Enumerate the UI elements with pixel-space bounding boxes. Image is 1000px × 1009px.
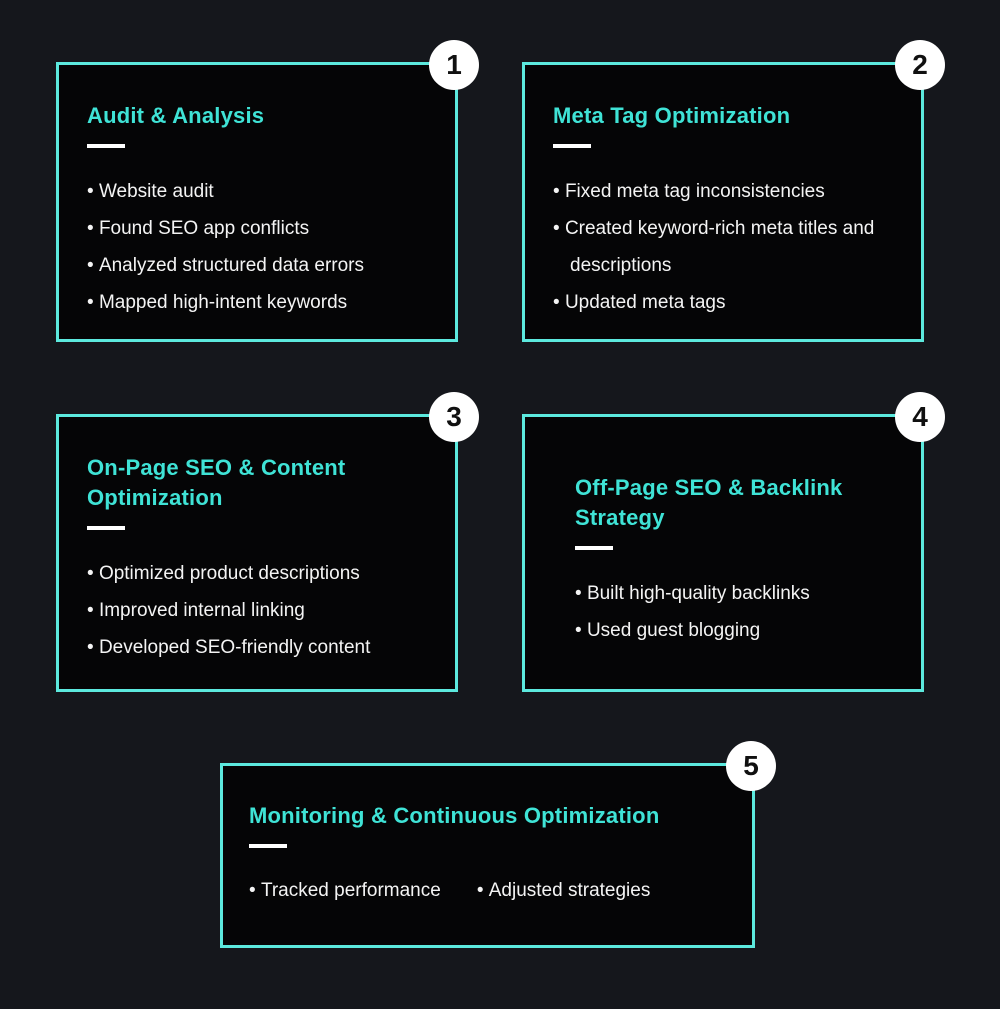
title-underline: [249, 844, 287, 848]
bullet-item: • Developed SEO-friendly content: [87, 629, 425, 666]
bullet-item: • Optimized product descriptions: [87, 555, 425, 592]
card-title: Monitoring & Continuous Optimization: [249, 803, 660, 828]
bullet-item: • Used guest blogging: [575, 612, 897, 649]
step-number-badge-3: [429, 392, 479, 442]
card-title: Meta Tag Optimization: [553, 103, 791, 128]
bullet-item: • Created keyword-rich meta titles and descriptions: [553, 210, 891, 284]
title-underline: [87, 526, 125, 530]
step-number: 5: [743, 750, 759, 781]
title-underline: [575, 546, 613, 550]
card-title: Off-Page SEO & Backlink Strategy: [575, 475, 843, 530]
step-number: 2: [912, 49, 928, 80]
bullet-item: • Website audit: [87, 173, 425, 210]
step-number: 4: [912, 401, 928, 432]
step-number: 3: [446, 401, 462, 432]
step-number: 1: [446, 49, 462, 80]
card-title: Audit & Analysis: [87, 103, 265, 128]
step-card-5: [220, 750, 759, 948]
step-card-4: [522, 401, 928, 692]
step-number-badge-5: [726, 741, 776, 791]
step-number-badge-4: [895, 392, 945, 442]
step-number-badge-1: [429, 40, 479, 90]
step-card-3: [56, 401, 462, 692]
bullet-item: • Built high-quality backlinks: [575, 575, 897, 612]
bullet-item: • Analyzed structured data errors: [87, 247, 425, 284]
bullet-item: • Found SEO app conflicts: [87, 210, 425, 247]
bullet-list: [87, 173, 425, 321]
title-underline: [553, 144, 591, 148]
step-card-1: [56, 49, 462, 342]
bullet-item: • Improved internal linking: [87, 592, 425, 629]
card-title: On-Page SEO & Content Optimization: [87, 455, 346, 510]
bullet-list: [87, 555, 425, 666]
bullet-item: • Adjusted strategies: [477, 872, 651, 909]
bullet-list: [553, 173, 891, 321]
bullet-list: [249, 872, 726, 909]
bullet-item: • Fixed meta tag inconsistencies: [553, 173, 891, 210]
bullet-item: • Updated meta tags: [553, 284, 891, 321]
step-number-badge-2: [895, 40, 945, 90]
bullet-item: • Mapped high-intent keywords: [87, 284, 425, 321]
title-underline: [87, 144, 125, 148]
step-card-2: [522, 49, 928, 342]
bullet-item: • Tracked performance: [249, 872, 441, 909]
bullet-list: [575, 575, 897, 649]
